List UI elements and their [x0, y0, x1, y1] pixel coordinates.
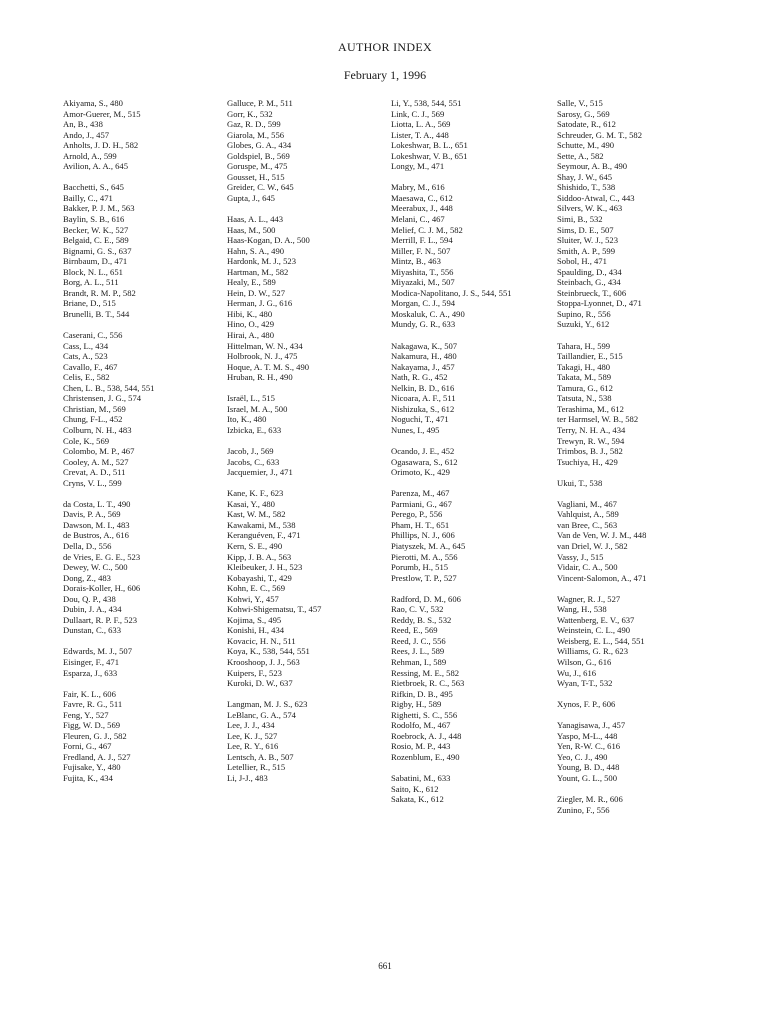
- author-entry: Terry, N. H. A., 434: [557, 424, 626, 435]
- author-entry: Chen, L. B., 538, 544, 551: [63, 382, 155, 393]
- author-entry: Dorais-Koller, H., 606: [63, 583, 141, 594]
- author-entry: Giarola, M., 556: [227, 129, 285, 140]
- author-entry: Melief, C. J. M., 582: [391, 224, 463, 235]
- author-entry: Nishizuka, S., 612: [391, 403, 455, 414]
- author-entry: Williams, G. R., 623: [557, 646, 629, 657]
- author-entry: Briane, D., 515: [63, 298, 116, 309]
- author-entry: Pierotti, M. A., 556: [391, 551, 458, 562]
- group-spacer: [63, 636, 223, 647]
- author-entry: Kojima, S., 495: [227, 614, 282, 625]
- author-entry: Hittelman, W. N., 434: [227, 340, 303, 351]
- group-spacer: [391, 762, 551, 773]
- author-entry: Della, D., 556: [63, 540, 112, 551]
- author-entry: Spaulding, D., 434: [557, 266, 622, 277]
- author-entry: Crevat, A. D., 511: [63, 467, 126, 478]
- author-entry: Lister, T. A., 448: [391, 129, 449, 140]
- author-entry: Vagliani, M., 467: [557, 498, 617, 509]
- author-entry: Pham, H. T., 651: [391, 519, 450, 530]
- group-spacer: [557, 710, 717, 721]
- author-entry: Colombo, M. P., 467: [63, 446, 135, 457]
- author-entry: Parmiani, G., 467: [391, 498, 452, 509]
- author-entry: Keranguéven, F., 471: [227, 530, 301, 541]
- author-entry: Ukui, T., 538: [557, 477, 603, 488]
- author-entry: Bacchetti, S., 645: [63, 182, 124, 193]
- group-spacer: [557, 583, 717, 594]
- author-entry: Trewyn, R. W., 594: [557, 435, 625, 446]
- author-entry: Salle, V., 515: [557, 98, 603, 108]
- author-entry: Saito, K., 612: [391, 783, 439, 794]
- author-entry: Sobol, H., 471: [557, 256, 607, 267]
- group-spacer: [63, 488, 223, 499]
- group-spacer: [557, 467, 717, 478]
- author-entry: Terashima, M., 612: [557, 403, 624, 414]
- author-entry: Moskaluk, C. A., 490: [391, 308, 465, 319]
- author-entry: Nakayama, J., 457: [391, 361, 455, 372]
- author-entry: Li, J-J., 483: [227, 773, 268, 783]
- author-entry: Noguchi, T., 471: [391, 414, 449, 425]
- author-entry: Parenza, M., 467: [391, 488, 450, 499]
- author-entry: Sabatini, M., 633: [391, 773, 451, 783]
- author-entry: Phillips, N. J., 606: [391, 530, 455, 541]
- author-entry: Sakata, K., 612: [391, 794, 444, 805]
- author-entry: Radford, D. M., 606: [391, 593, 461, 604]
- author-entry: Jacob, J., 569: [227, 446, 274, 457]
- author-entry: Wattenberg, E. V., 637: [557, 614, 635, 625]
- author-entry: Van de Ven, W. J. M., 448: [557, 530, 647, 541]
- author-entry: Supino, R., 556: [557, 308, 611, 319]
- author-entry: Israel, M. A., 500: [227, 403, 288, 414]
- author-entry: Bignami, G. S., 637: [63, 245, 132, 256]
- group-spacer: [557, 488, 717, 499]
- author-entry: Ressing, M. E., 582: [391, 667, 460, 678]
- author-entry: Bakker, P. J. M., 563: [63, 203, 135, 214]
- group-spacer: [391, 436, 551, 447]
- author-entry: Roebrock, A. J., 448: [391, 730, 462, 741]
- author-entry: Dou, Q. P., 438: [63, 593, 116, 604]
- author-entry: Rifkin, D. B., 495: [391, 688, 453, 699]
- author-entry: Cass, L., 434: [63, 340, 109, 351]
- author-entry: ter Harmsel, W. B., 582: [557, 414, 639, 425]
- author-entry: Wilson, G., 616: [557, 656, 612, 667]
- group-spacer: [227, 478, 387, 489]
- author-entry: Mundy, G. R., 633: [391, 319, 456, 330]
- group-spacer: [63, 172, 223, 183]
- author-entry: Hahn, S. A., 490: [227, 245, 285, 256]
- author-entry: Galluce, P. M., 511: [227, 98, 293, 108]
- author-entry: Fujita, K., 434: [63, 773, 113, 783]
- author-entry: Wu, J., 616: [557, 667, 597, 678]
- author-entry: Lokeshwar, V. B., 651: [391, 150, 468, 161]
- author-entry: Kuipers, F., 523: [227, 667, 282, 678]
- author-entry: Link, C. J., 569: [391, 108, 445, 119]
- author-entry: Healy, E., 589: [227, 277, 276, 288]
- author-entry: Lee, J. J., 434: [227, 720, 275, 731]
- author-entry: Merrill, F. L., 594: [391, 235, 453, 246]
- author-entry: Suzuki, Y., 612: [557, 319, 610, 330]
- author-entry: Reed, J. C., 556: [391, 635, 446, 646]
- author-entry: Haas, A. L., 443: [227, 214, 284, 225]
- author-entry: Tatsuta, N., 538: [557, 393, 612, 404]
- author-entry: Esparza, J., 633: [63, 667, 118, 678]
- index-column-4: [557, 98, 717, 815]
- author-entry: Kohwi-Shigematsu, T., 457: [227, 604, 322, 615]
- author-entry: Reddy, B. S., 532: [391, 614, 452, 625]
- author-entry: Avilion, A. A., 645: [63, 161, 129, 172]
- author-entry: Zunino, F., 556: [557, 804, 610, 815]
- author-entry: Shay, J. W., 645: [557, 171, 613, 182]
- author-entry: Sims, D. E., 507: [557, 224, 614, 235]
- author-entry: Miyazaki, M., 507: [391, 277, 455, 288]
- author-entry: Meerabux, J., 448: [391, 203, 453, 214]
- author-entry: Tamura, G., 612: [557, 382, 613, 393]
- author-entry: Sluiter, W. J., 523: [557, 235, 619, 246]
- author-entry: Hibi, K., 480: [227, 308, 273, 319]
- author-entry: de Vries, E. G. E., 523: [63, 551, 141, 562]
- author-entry: Koya, K., 538, 544, 551: [227, 646, 310, 657]
- author-entry: Piatyszek, M. A., 645: [391, 540, 466, 551]
- group-spacer: [557, 689, 717, 700]
- author-entry: Gousset, H., 515: [227, 171, 285, 182]
- author-entry: Fredland, A. J., 527: [63, 751, 131, 762]
- author-entry: Li, Y., 538, 544, 551: [391, 98, 462, 108]
- author-entry: Jacobs, C., 633: [227, 456, 280, 467]
- author-entry: Liotta, L. A., 569: [391, 119, 451, 130]
- author-entry: Holbrook, N. J., 475: [227, 351, 298, 362]
- author-entry: Hino, O., 429: [227, 319, 275, 330]
- author-entry: Lee, R. Y., 616: [227, 741, 279, 752]
- group-spacer: [557, 330, 717, 341]
- author-entry: Bailly, C., 471: [63, 192, 113, 203]
- author-entry: Sette, A., 582: [557, 150, 604, 161]
- author-entry: Edwards, M. J., 507: [63, 646, 132, 657]
- author-entry: Lokeshwar, B. L., 651: [391, 140, 468, 151]
- author-entry: Globes, G. A., 434: [227, 140, 292, 151]
- author-entry: Cats, A., 523: [63, 351, 108, 362]
- author-entry: Kern, S. E., 490: [227, 540, 283, 551]
- author-entry: Simi, B., 532: [557, 214, 603, 225]
- author-entry: Brandt, R. M. P., 582: [63, 287, 136, 298]
- author-entry: Nunes, I., 495: [391, 424, 440, 435]
- author-entry: Nath, R. G., 452: [391, 372, 448, 383]
- author-entry: Arnold, A., 599: [63, 150, 117, 161]
- author-entry: Prestlow, T. P., 527: [391, 572, 457, 583]
- author-entry: Fleuren, G. J., 582: [63, 730, 127, 741]
- author-entry: Amor-Guerer, M., 515: [63, 108, 141, 119]
- author-entry: Steinbach, G., 434: [557, 277, 621, 288]
- author-entry: Birnbaum, D., 471: [63, 256, 128, 267]
- author-entry: Stoppa-Lyonnet, D., 471: [557, 298, 642, 309]
- author-entry: Haas, M., 500: [227, 224, 276, 235]
- author-entry: Ito, K., 480: [227, 414, 267, 425]
- author-entry: Hruban, R. H., 490: [227, 372, 293, 383]
- author-entry: da Costa, L. T., 490: [63, 498, 131, 509]
- author-entry: Langman, M. J. S., 623: [227, 699, 308, 710]
- author-entry: Belgaid, C. E., 589: [63, 235, 129, 246]
- author-entry: Yeo, C. J., 490: [557, 751, 608, 762]
- page-number: 661: [378, 961, 392, 971]
- author-entry: Colburn, N. H., 483: [63, 424, 132, 435]
- author-entry: Krooshoop, J. J., 563: [227, 656, 300, 667]
- author-entry: Yanagisawa, J., 457: [557, 720, 626, 731]
- author-entry: Feng, Y., 527: [63, 709, 109, 720]
- author-entry: Hein, D. W., 527: [227, 287, 286, 298]
- group-spacer: [391, 330, 551, 341]
- index-column-3: [391, 98, 551, 805]
- author-entry: Rehman, I., 589: [391, 656, 447, 667]
- author-entry: Cryns, V. L., 599: [63, 477, 122, 488]
- group-spacer: [63, 319, 223, 330]
- author-entry: Rietbroek, R. C., 563: [391, 678, 465, 689]
- author-entry: Xynos, F. P., 606: [557, 699, 616, 710]
- author-entry: Brunelli, B. T., 544: [63, 308, 130, 319]
- author-entry: Nicoara, A. F., 511: [391, 393, 456, 404]
- author-entry: Weinstein, C. L., 490: [557, 625, 631, 636]
- author-entry: Taillandier, E., 515: [557, 351, 623, 362]
- group-spacer: [63, 678, 223, 689]
- page-date: February 1, 1996: [343, 68, 427, 82]
- author-entry: Kasai, Y., 480: [227, 498, 275, 509]
- author-entry: Lee, K. J., 527: [227, 730, 278, 741]
- author-entry: Shishido, T., 538: [557, 182, 616, 193]
- author-entry: Chung, F-L., 452: [63, 414, 123, 425]
- author-entry: Kuroki, D. W., 637: [227, 678, 293, 689]
- author-entry: Rees, J. L., 589: [391, 646, 445, 657]
- author-entry: Dullaart, R. P. F., 523: [63, 614, 138, 625]
- author-entry: Tsuchiya, H., 429: [557, 456, 618, 467]
- author-entry: Young, B. D., 448: [557, 762, 620, 773]
- author-entry: Anholts, J. D. H., 582: [63, 140, 139, 151]
- author-entry: Schutte, M., 490: [557, 140, 615, 151]
- author-entry: Ziegler, M. R., 606: [557, 794, 623, 805]
- author-entry: Greider, C. W., 645: [227, 182, 294, 193]
- author-entry: Miyashita, T., 556: [391, 266, 454, 277]
- index-column-1: [63, 98, 223, 784]
- author-entry: Porumb, H., 515: [391, 562, 449, 573]
- author-entry: Ando, J., 457: [63, 129, 110, 140]
- author-entry: Akiyama, S., 480: [63, 98, 123, 108]
- author-entry: Perego, P., 556: [391, 509, 443, 520]
- author-entry: Rozenblum, E., 490: [391, 751, 460, 762]
- author-entry: Becker, W. K., 527: [63, 224, 129, 235]
- index-column-2: [227, 98, 387, 784]
- author-entry: Wyan, T-T., 532: [557, 678, 613, 689]
- author-entry: Celis, E., 582: [63, 372, 110, 383]
- group-spacer: [227, 203, 387, 214]
- author-entry: Israël, L., 515: [227, 393, 275, 404]
- author-entry: Borg, A. L., 511: [63, 277, 119, 288]
- author-entry: Modica-Napolitano, J. S., 544, 551: [391, 287, 512, 298]
- author-entry: Block, N. L., 651: [63, 266, 123, 277]
- author-entry: Yount, G. L., 500: [557, 773, 618, 783]
- author-entry: Goldspiel, B., 569: [227, 150, 290, 161]
- author-entry: Rigby, H., 589: [391, 699, 442, 710]
- author-entry: Orimoto, K., 429: [391, 467, 450, 478]
- author-entry: Figg, W. D., 569: [63, 720, 121, 731]
- author-entry: Mintz, B., 463: [391, 256, 441, 267]
- author-entry: Tahara, H., 599: [557, 340, 611, 351]
- author-entry: Izbicka, E., 633: [227, 424, 282, 435]
- author-entry: Sarosy, G., 569: [557, 108, 610, 119]
- group-spacer: [391, 478, 551, 489]
- author-entry: Lentsch, A. B., 507: [227, 751, 294, 762]
- author-entry: Righetti, S. C., 556: [391, 709, 458, 720]
- author-entry: Wagner, R. J., 527: [557, 593, 621, 604]
- author-entry: Mabry, M., 616: [391, 182, 445, 193]
- author-entry: Kast, W. M., 582: [227, 509, 286, 520]
- author-entry: Takata, M., 589: [557, 372, 612, 383]
- author-entry: Kipp, J. B. A., 563: [227, 551, 292, 562]
- author-entry: Forni, G., 467: [63, 741, 112, 752]
- author-entry: Steinbrueck, T., 606: [557, 287, 627, 298]
- author-entry: Schreuder, G. M. T., 582: [557, 129, 643, 140]
- author-entry: Ocando, J. E., 452: [391, 446, 455, 457]
- author-entry: Letellier, R., 515: [227, 762, 286, 773]
- author-entry: Hoque, A. T. M. S., 490: [227, 361, 310, 372]
- author-entry: Christensen, J. G., 574: [63, 393, 142, 404]
- author-entry: Trimbos, B. J., 582: [557, 446, 623, 457]
- author-entry: Hirai, A., 480: [227, 330, 275, 341]
- author-entry: Morgan, C. J., 594: [391, 298, 456, 309]
- group-spacer: [227, 383, 387, 394]
- author-entry: Gaz, R. D., 599: [227, 119, 281, 130]
- author-entry: Yen, R-W. C., 616: [557, 741, 621, 752]
- author-entry: Cole, K., 569: [63, 435, 110, 446]
- author-entry: Goruspe, M., 475: [227, 161, 288, 172]
- author-entry: Kohwi, Y., 457: [227, 593, 279, 604]
- author-entry: Haas-Kogan, D. A., 500: [227, 235, 310, 246]
- author-entry: Jacquemier, J., 471: [227, 467, 293, 478]
- author-entry: Nakamura, H., 480: [391, 351, 457, 362]
- group-spacer: [227, 436, 387, 447]
- author-entry: Baylin, S. B., 616: [63, 214, 125, 225]
- author-entry: Dawson, M. I., 483: [63, 519, 130, 530]
- author-entry: Hartman, M., 582: [227, 266, 289, 277]
- author-entry: LeBlanc, G. A., 574: [227, 709, 296, 720]
- author-entry: van Bree, C., 563: [557, 519, 618, 530]
- group-spacer: [391, 583, 551, 594]
- author-entry: Dunstan, C., 633: [63, 625, 122, 636]
- author-entry: Miller, F. N., 507: [391, 245, 451, 256]
- author-entry: Maesawa, C., 612: [391, 192, 453, 203]
- author-entry: Nelkin, B. D., 616: [391, 382, 455, 393]
- author-entry: Kawakami, M., 538: [227, 519, 296, 530]
- author-entry: Caserani, C., 556: [63, 330, 123, 341]
- author-entry: Rodolfo, M., 467: [391, 720, 451, 731]
- author-entry: Eisinger, F., 471: [63, 656, 120, 667]
- author-entry: Melani, C., 467: [391, 214, 445, 225]
- author-entry: Yaspo, M-L., 448: [557, 730, 618, 741]
- author-entry: Christian, M., 569: [63, 403, 126, 414]
- author-entry: Smith, A. P., 599: [557, 245, 616, 256]
- author-entry: Hardonk, M. J., 523: [227, 256, 296, 267]
- author-entry: Longy, M., 471: [391, 161, 445, 172]
- author-entry: Vahlquist, A., 589: [557, 509, 619, 520]
- author-entry: Kohn, E. C., 569: [227, 583, 286, 594]
- author-entry: Fujisake, Y., 480: [63, 762, 121, 773]
- author-entry: Vidair, C. A., 500: [557, 562, 618, 573]
- author-entry: Vincent-Salomon, A., 471: [557, 572, 647, 583]
- author-entry: Dewey, W. C., 500: [63, 562, 128, 573]
- group-spacer: [227, 689, 387, 700]
- author-entry: Reed, E., 569: [391, 625, 438, 636]
- author-entry: Konishi, H., 434: [227, 625, 285, 636]
- page-title: AUTHOR INDEX: [338, 40, 432, 54]
- author-entry: Davis, P. A., 569: [63, 509, 121, 520]
- author-entry: An, B., 438: [63, 119, 103, 130]
- author-entry: Dubin, J. A., 434: [63, 604, 122, 615]
- author-entry: Ogasawara, S., 612: [391, 456, 458, 467]
- group-spacer: [391, 172, 551, 183]
- author-entry: de Bustros, A., 616: [63, 530, 129, 541]
- author-entry: Rao, C. V., 532: [391, 604, 444, 615]
- author-entry: Cavallo, F., 467: [63, 361, 118, 372]
- author-entry: Kleibeuker, J. H., 523: [227, 562, 303, 573]
- author-entry: Kobayashi, T., 429: [227, 572, 292, 583]
- author-entry: Wang, H., 538: [557, 604, 607, 615]
- author-entry: van Driel, W. J., 582: [557, 540, 628, 551]
- author-entry: Dong, Z., 483: [63, 572, 111, 583]
- author-entry: Seymour, A. B., 490: [557, 161, 628, 172]
- author-entry: Siddoo-Atwal, C., 443: [557, 192, 635, 203]
- author-entry: Gorr, K., 532: [227, 108, 273, 119]
- group-spacer: [557, 784, 717, 795]
- author-entry: Favre, R. G., 511: [63, 699, 123, 710]
- author-entry: Gupta, J., 645: [227, 192, 275, 203]
- author-entry: Weisberg, E. L., 544, 551: [557, 635, 645, 646]
- author-entry: Vassy, J., 515: [557, 551, 604, 562]
- author-entry: Satodate, R., 612: [557, 119, 616, 130]
- author-entry: Takagi, H., 480: [557, 361, 611, 372]
- author-entry: Rosio, M. P., 443: [391, 741, 451, 752]
- author-entry: Cooley, A. M., 527: [63, 456, 129, 467]
- author-entry: Silvers, W. K., 463: [557, 203, 623, 214]
- author-entry: Kovacic, H. N., 511: [227, 635, 296, 646]
- author-entry: Nakagawa, K., 507: [391, 340, 458, 351]
- author-entry: Herman, J. G., 616: [227, 298, 293, 309]
- author-entry: Fair, K. L., 606: [63, 688, 116, 699]
- author-entry: Kane, K. F., 623: [227, 488, 284, 499]
